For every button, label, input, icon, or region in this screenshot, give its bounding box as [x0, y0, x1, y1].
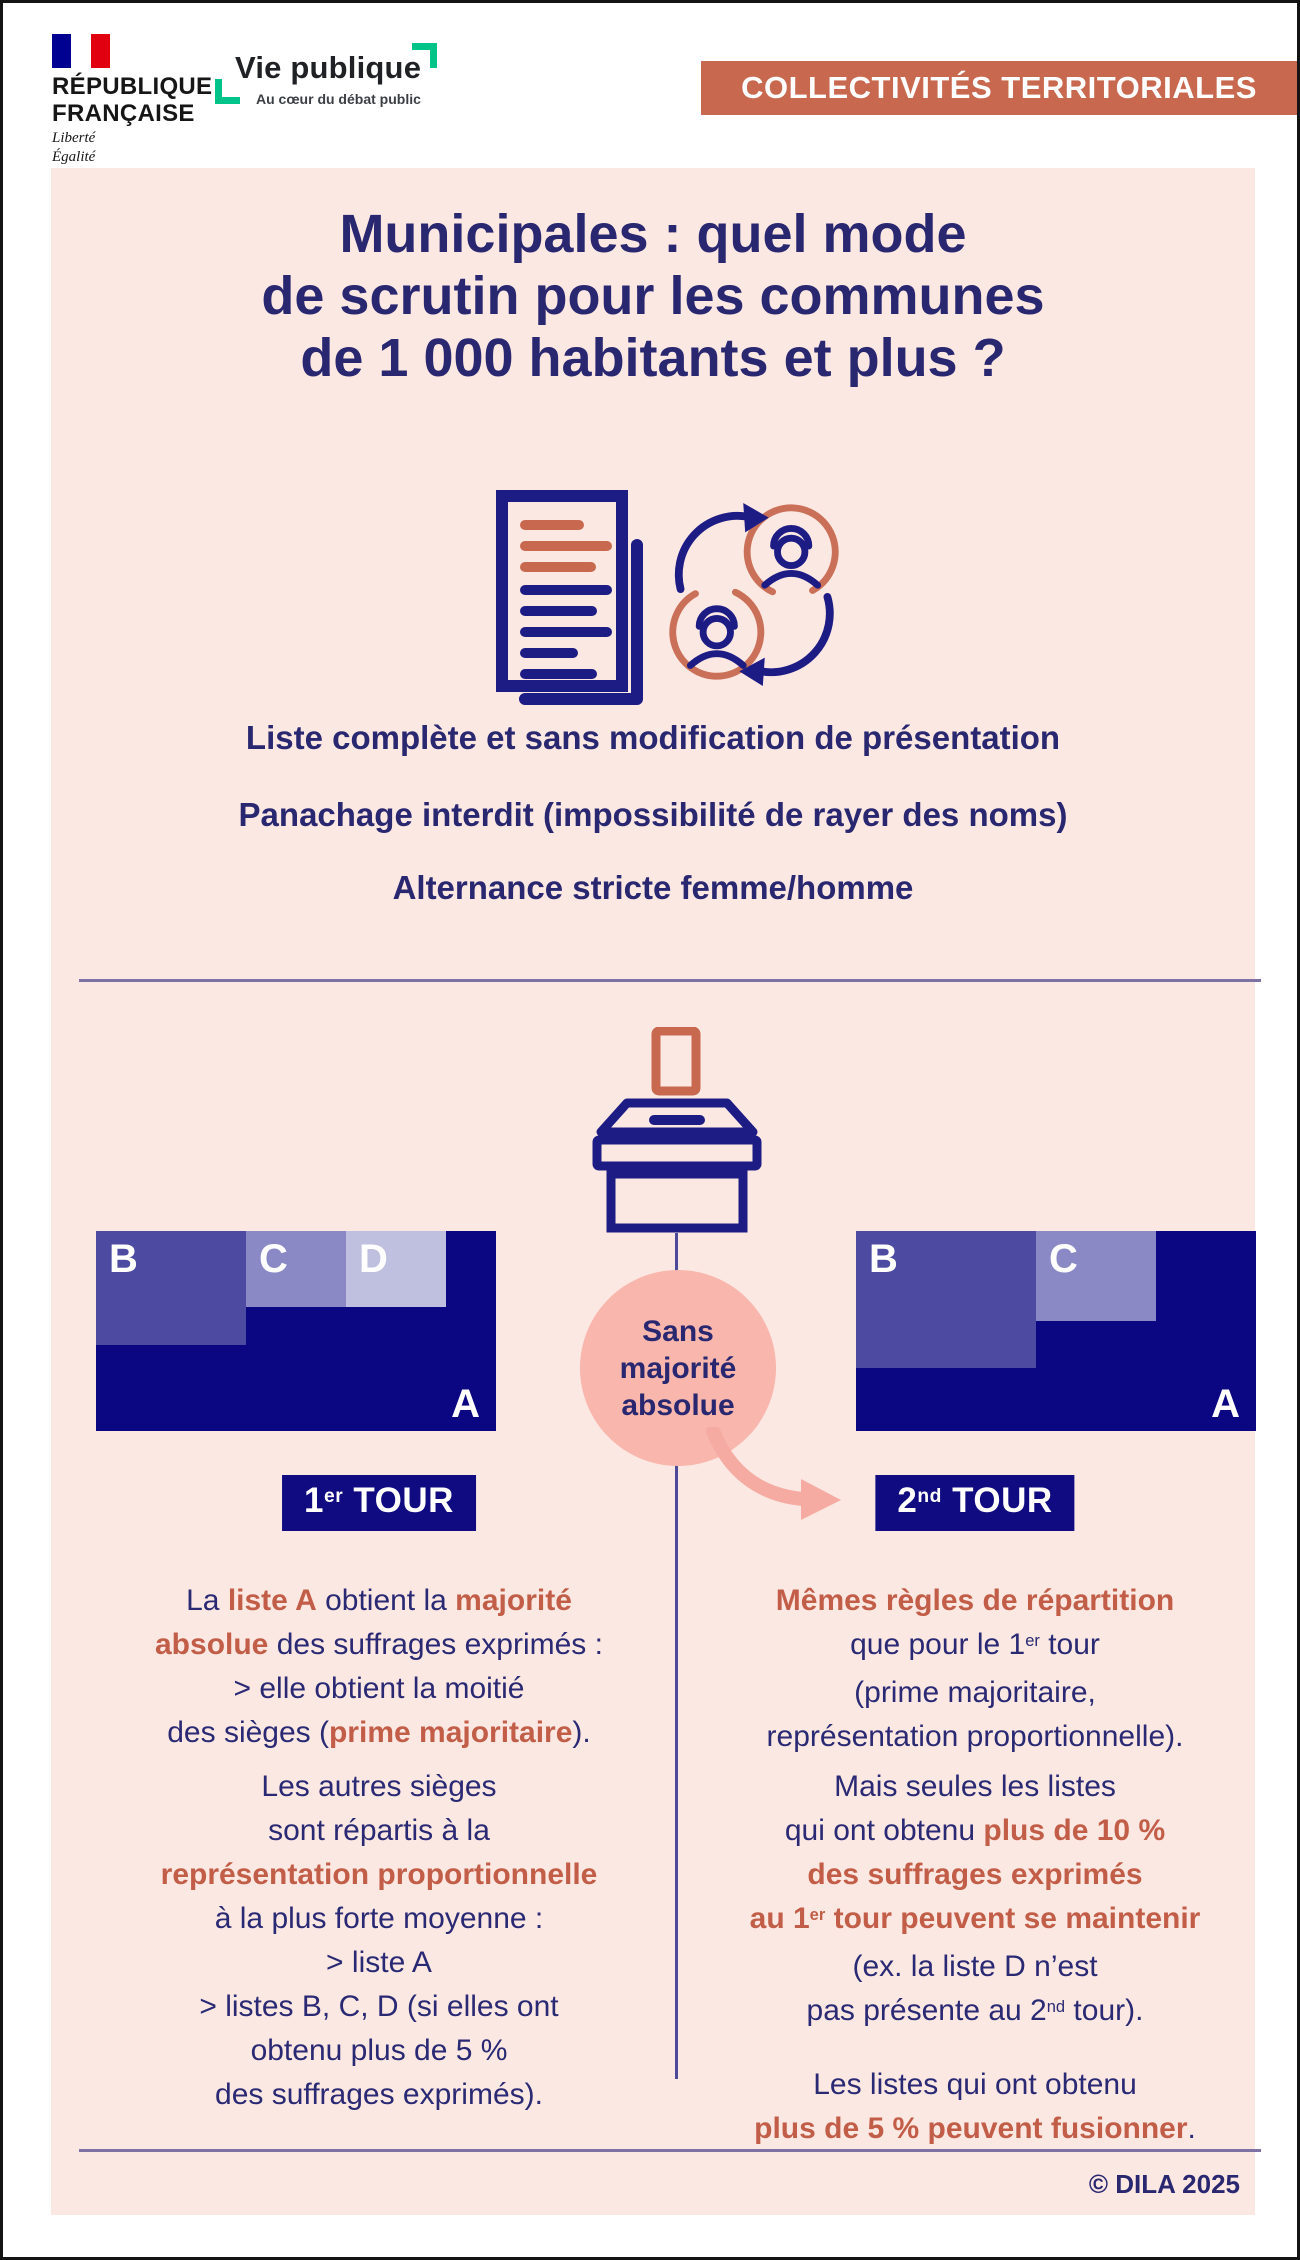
rf-name-line2: FRANÇAISE: [52, 100, 195, 127]
round2-seats-chart: [856, 1231, 1256, 1431]
section-divider: [79, 979, 1261, 982]
candidate-list-icon: [495, 489, 645, 707]
motto-egalite: Égalité: [52, 149, 96, 165]
chart-block-c: [1036, 1231, 1156, 1321]
footer-divider: [79, 2149, 1261, 2152]
vie-publique-logo: Vie publique: [235, 50, 422, 85]
bubble-arrow-icon: [703, 1427, 851, 1523]
republique-francaise-logo-text: [52, 73, 212, 127]
chart-label-a: A: [1211, 1382, 1240, 1426]
feature-alternance: Alternance stricte femme/homme: [392, 869, 914, 906]
chart-label-c: C: [1049, 1237, 1078, 1281]
republique-francaise-flag-icon: [52, 34, 110, 68]
page-title: [51, 203, 1255, 389]
round2-badge: 2nd TOUR: [875, 1475, 1074, 1531]
title-line-3: de 1 000 habitants et plus ?: [300, 328, 1006, 388]
round1-seats-chart: [96, 1231, 496, 1431]
rf-name-line1: RÉPUBLIQUE: [52, 73, 213, 100]
title-line-1: Municipales : quel mode: [339, 204, 967, 264]
feature-panachage: Panachage interdit (impossibilité de rayer des noms): [238, 796, 1068, 833]
feature-liste-complete: Liste complète et sans modification de présentation: [245, 719, 1061, 756]
chart-label-b: B: [109, 1237, 138, 1281]
motto-liberte: Liberté: [52, 130, 96, 146]
chart-label-c: C: [259, 1237, 288, 1281]
chart-label-a: A: [451, 1382, 480, 1426]
round2-paragraph-2: Mais seules les listes qui ont obtenu plus de 10 % des suffrages exprimés au 1er tour peuvent se maintenir (ex. la liste D n’est pas présente au 2nd tour).: [749, 1770, 1201, 2027]
round1-paragraph-2: Les autres sièges sont répartis à la représentation proportionnelle à la plus forte moyenne : > liste A > listes B, C, D (si elles ont obtenu plus de 5 % des suffrages exprimés).: [160, 1770, 598, 2111]
chart-block-d: [346, 1231, 446, 1307]
chart-label-d: D: [359, 1237, 388, 1281]
chart-label-b: B: [869, 1237, 898, 1281]
title-line-2: de scrutin pour les communes: [261, 266, 1045, 326]
no-majority-label: Sans majorité absolue: [619, 1314, 737, 1422]
round2-paragraph-1: Mêmes règles de répartition que pour le 1er tour (prime majoritaire, représentation proportionnelle).: [766, 1584, 1184, 1753]
round1-paragraph-1: La liste A obtient la majorité absolue des suffrages exprimés : > elle obtient la moitié des sièges (prime majoritaire).: [155, 1584, 603, 1749]
chart-block-b: [856, 1231, 1036, 1368]
round2-paragraph-3: Les listes qui ont obtenu plus de 5 % peuvent fusionner.: [754, 2068, 1196, 2145]
chart-block-b: [96, 1231, 246, 1345]
alternance-swap-icon: [661, 493, 847, 695]
ballot-box-icon: [586, 1027, 768, 1233]
chart-block-c: [246, 1231, 346, 1307]
vie-publique-tagline: Au cœur du débat public: [256, 91, 421, 107]
category-badge: COLLECTIVITÉS TERRITORIALES: [701, 61, 1297, 115]
round1-badge: 1er TOUR: [282, 1475, 476, 1531]
copyright: © DILA 2025: [1088, 2169, 1240, 2199]
